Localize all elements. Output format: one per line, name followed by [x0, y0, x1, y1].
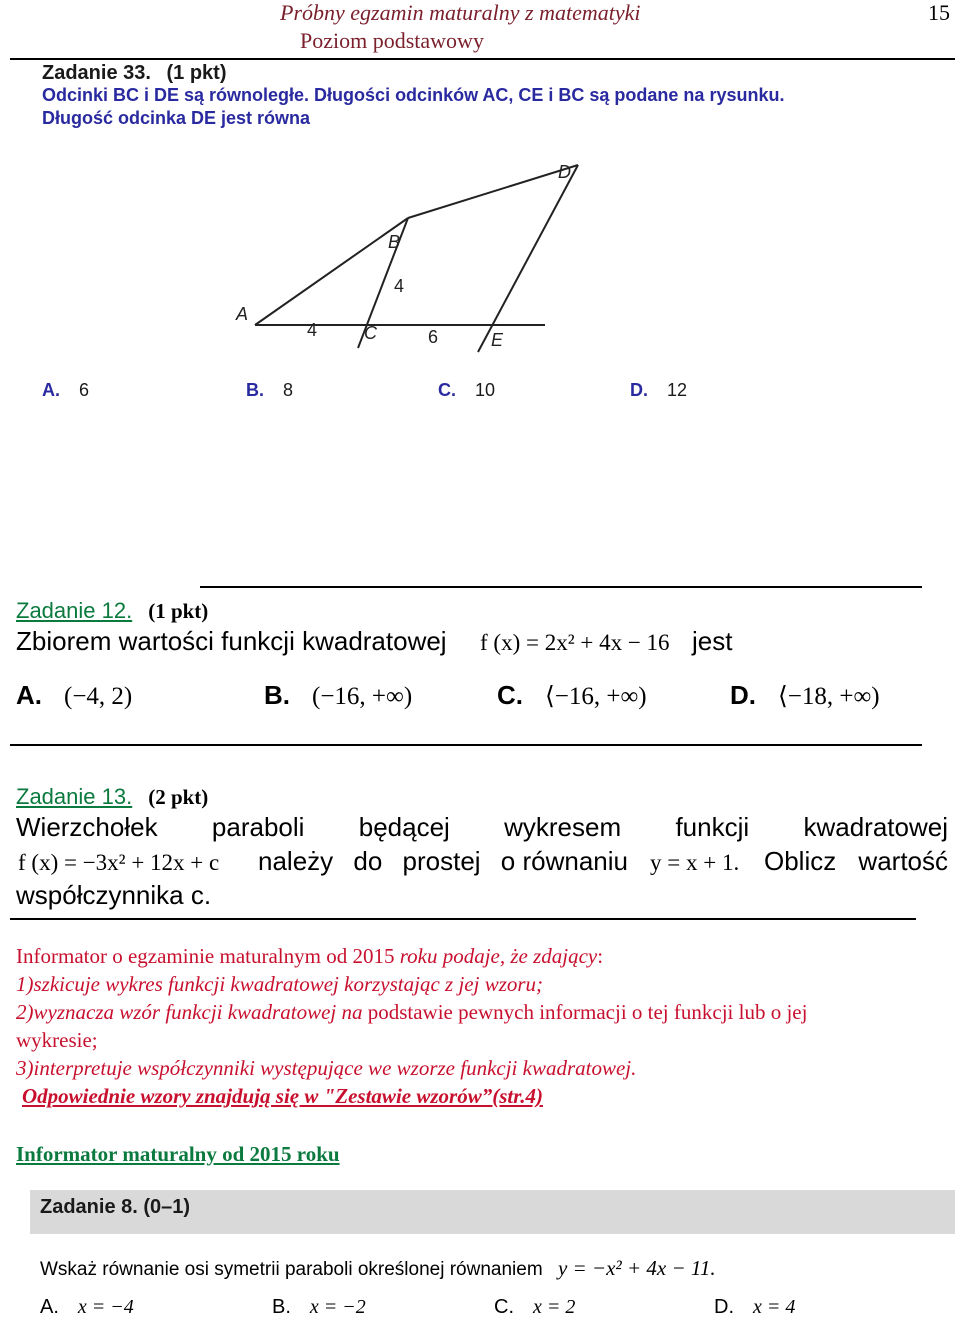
- task33-answer-a: A. 6: [42, 380, 90, 400]
- task12-formula: f (x) = 2x² + 4x − 16: [480, 630, 670, 655]
- task13-line1: Wierzchołek paraboli będącej wykresem funkcji kwadratowej: [16, 812, 948, 842]
- informator-intro: Informator o egzaminie maturalnym od 2015 roku podaje, że zdający:: [16, 944, 604, 968]
- header-title: Próbny egzamin maturalny z matematyki: [280, 0, 641, 25]
- informator-item1: 1)szkicuje wykres funkcji kwadratowej korzystając z jej wzoru;: [16, 972, 544, 996]
- task13-formula1: f (x) = −3x² + 12x + c: [18, 850, 220, 875]
- task8-answer-b: B. x = −2: [272, 1296, 366, 1318]
- label-C: C: [364, 323, 377, 343]
- task12-header: [16, 598, 208, 624]
- length-BC: 4: [394, 276, 405, 296]
- label-A: A: [236, 304, 249, 324]
- task33-line1: Odcinki BC i DE są równoległe. Długości odcinków AC, CE i BC są podane na rysunku.: [42, 85, 785, 105]
- informator-item3: 3)interpretuje współczynniki występujące we wzorze funkcji kwadratowej.: [16, 1056, 637, 1080]
- task8-heading: Zadanie 8. (0–1): [40, 1196, 191, 1218]
- task33-answer-c: C. 10: [438, 380, 496, 400]
- task33-answer-d: D. 12: [630, 380, 688, 400]
- task13-points: (2 pkt): [148, 785, 209, 809]
- task8-answer-a: A. x = −4: [40, 1296, 134, 1318]
- task13-heading[interactable]: Zadanie 13.: [16, 784, 133, 809]
- divider-2: [10, 744, 922, 746]
- label-B: B: [388, 232, 401, 252]
- length-AC: 4: [307, 320, 318, 340]
- task33-line2: Długość odcinka DE jest równa: [42, 108, 311, 128]
- task33-answer-b: B. 8: [246, 380, 294, 400]
- task33-heading: Zadanie 33.: [42, 62, 151, 84]
- task12-text: Zbiorem wartości funkcji kwadratowej: [16, 626, 447, 656]
- task33-figure: [0, 0, 960, 420]
- task8-question: Wskaż równanie osi symetrii paraboli określonej równaniem y = −x² + 4x − 11.: [40, 1256, 716, 1280]
- informator-item2-cont: wykresie;: [16, 1028, 98, 1052]
- task8-answer-c: C. x = 2: [494, 1296, 576, 1318]
- segment-BD: [408, 165, 578, 218]
- task12-points: (1 pkt): [148, 599, 209, 623]
- task13-header: [16, 784, 208, 810]
- task13-line3: współczynnika c.: [16, 880, 212, 910]
- task33-points: (1 pkt): [166, 62, 227, 84]
- task13-line2: należy do prostej o równaniu: [258, 846, 628, 876]
- line-DE: [478, 165, 578, 352]
- divider-3: [10, 918, 916, 920]
- informator-item2: 2)wyznacza wzór funkcji kwadratowej na podstawie pewnych informacji o tej funkcji lub o jej: [16, 1000, 808, 1024]
- task12-tail: jest: [692, 626, 733, 656]
- divider-1: [200, 586, 922, 588]
- segment-AB: [255, 218, 408, 325]
- task8-answer-d: D. x = 4: [714, 1296, 796, 1318]
- task12-answer-d: D. ⟨−18, +∞): [730, 680, 880, 710]
- task12-answer-c: C. ⟨−16, +∞): [497, 680, 647, 710]
- task12-answer-b: B. (−16, +∞): [264, 680, 413, 710]
- formulas-link[interactable]: Odpowiednie wzory znajdują się w "Zestawie wzorów”(str.4): [22, 1084, 543, 1108]
- header-subtitle: Poziom podstawowy: [300, 28, 484, 53]
- page-number: 15: [928, 0, 950, 25]
- task12-answer-a: A. (−4, 2): [16, 680, 133, 710]
- task13-line2-tail: Oblicz wartość: [764, 846, 948, 876]
- label-D: D: [558, 162, 571, 182]
- label-E: E: [491, 330, 504, 350]
- length-CE: 6: [428, 327, 439, 347]
- informator-maturalny-link[interactable]: Informator maturalny od 2015 roku: [16, 1142, 340, 1166]
- task8-formula: y = −x² + 4x − 11.: [557, 1256, 716, 1280]
- task13-formula2: y = x + 1.: [650, 850, 740, 875]
- task12-heading[interactable]: Zadanie 12.: [16, 598, 133, 623]
